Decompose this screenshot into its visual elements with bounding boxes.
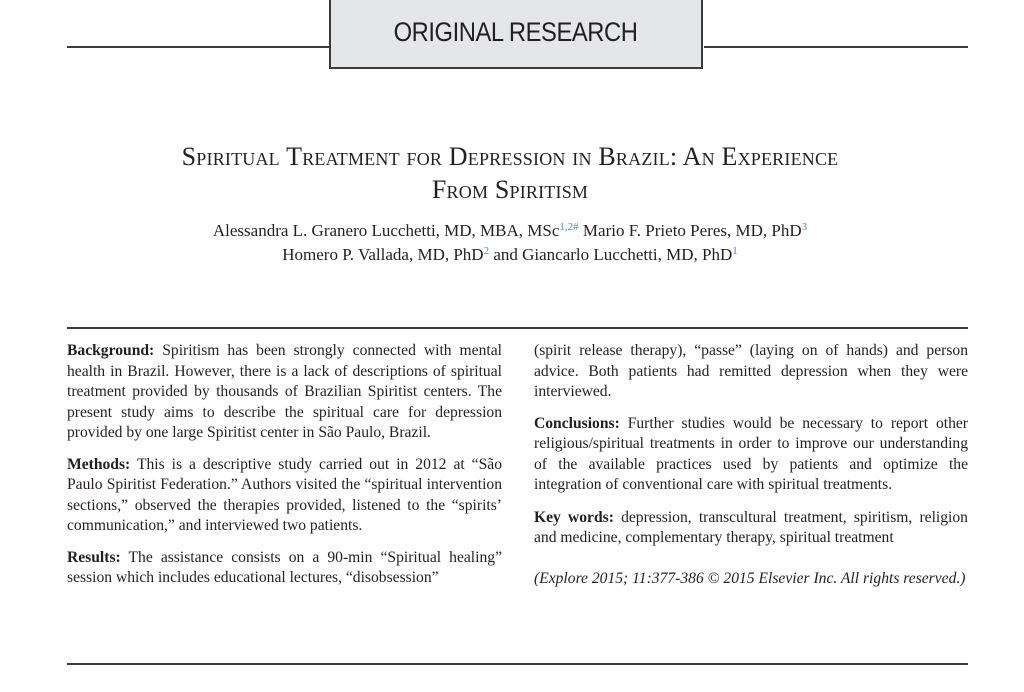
section-label-box [329,0,703,69]
section-label: Conclusions: [534,414,620,432]
article-title-line-2: From Spiritism [431,175,589,204]
abstract-keywords [534,508,968,549]
author-affiliation[interactable]: 1,2# [559,221,579,233]
author-affiliation[interactable]: 1 [732,245,738,257]
section-text: (spirit release therapy), “passe” (laying on of hands) and person advice. Both patients had remitted depression when they were interviewed. [534,342,968,400]
section-label: Results: [67,548,121,566]
article-title [70,140,950,206]
section-label: ORIGINAL RESEARCH [394,17,638,47]
abstract-results-continued [534,341,968,403]
header-rule-right [704,46,968,48]
citation: (Explore 2015; 11:377-386 © 2015 Elsevier Inc. All rights reserved.) [534,569,966,587]
abstract-column-right [534,341,968,600]
author-name: Homero P. Vallada, MD, PhD [282,245,484,264]
section-text: Spiritism has been strongly connected with mental health in Brazil. However, there is a lack of descriptions of spiritual treatment provided by thousands of Brazilian Spiritist centers. The present study aims to describe the spiritual care for depression provided by one large Spiritist center in São Paulo, Brazil. [67,342,502,441]
abstract-background [67,341,502,444]
header-rule-left [67,46,330,48]
section-text: The assistance consists on a 90-min “Spiritual healing” session which includes educational lectures, “disobsession” [67,548,502,586]
abstract-bottom-rule [67,663,968,665]
section-text: This is a descriptive study carried out in 2012 at “São Paulo Spiritist Federation.” Authors visited the “spiritual intervention sections,” observed the therapies provided, listened to the “spirits’ communication,” and interviewed two patients. [67,455,502,534]
abstract-results [67,548,502,589]
author-list [70,219,950,267]
article-title-line-1: Spiritual Treatment for Depression in Brazil: An Experience [181,142,839,171]
author-name: Mario F. Prieto Peres, MD, PhD [578,221,802,240]
authors-line-1 [70,219,950,243]
abstract-methods [67,455,502,537]
section-text: depression, transcultural treatment, spiritism, religion and medicine, complementary therapy, spiritual treatment [534,508,968,546]
abstract-conclusions [534,414,968,496]
author-name: Alessandra L. Granero Lucchetti, MD, MBA, MSc [212,221,560,240]
section-label: Background: [67,342,155,359]
section-label: Key words: [534,508,614,526]
author-name: and Giancarlo Lucchetti, MD, PhD [489,245,733,264]
abstract-column-left [67,341,502,600]
authors-line-2 [70,243,950,267]
section-label: Methods: [67,455,131,473]
section-text: Further studies would be necessary to report other religious/spiritual treatments in order to improve our understanding of the available practices used by patients and optimize the integration of conventional care with spiritual treatments. [534,414,968,493]
author-affiliation[interactable]: 3 [801,221,808,233]
abstract-top-rule [67,327,968,329]
author-affiliation[interactable]: 2 [483,245,490,257]
